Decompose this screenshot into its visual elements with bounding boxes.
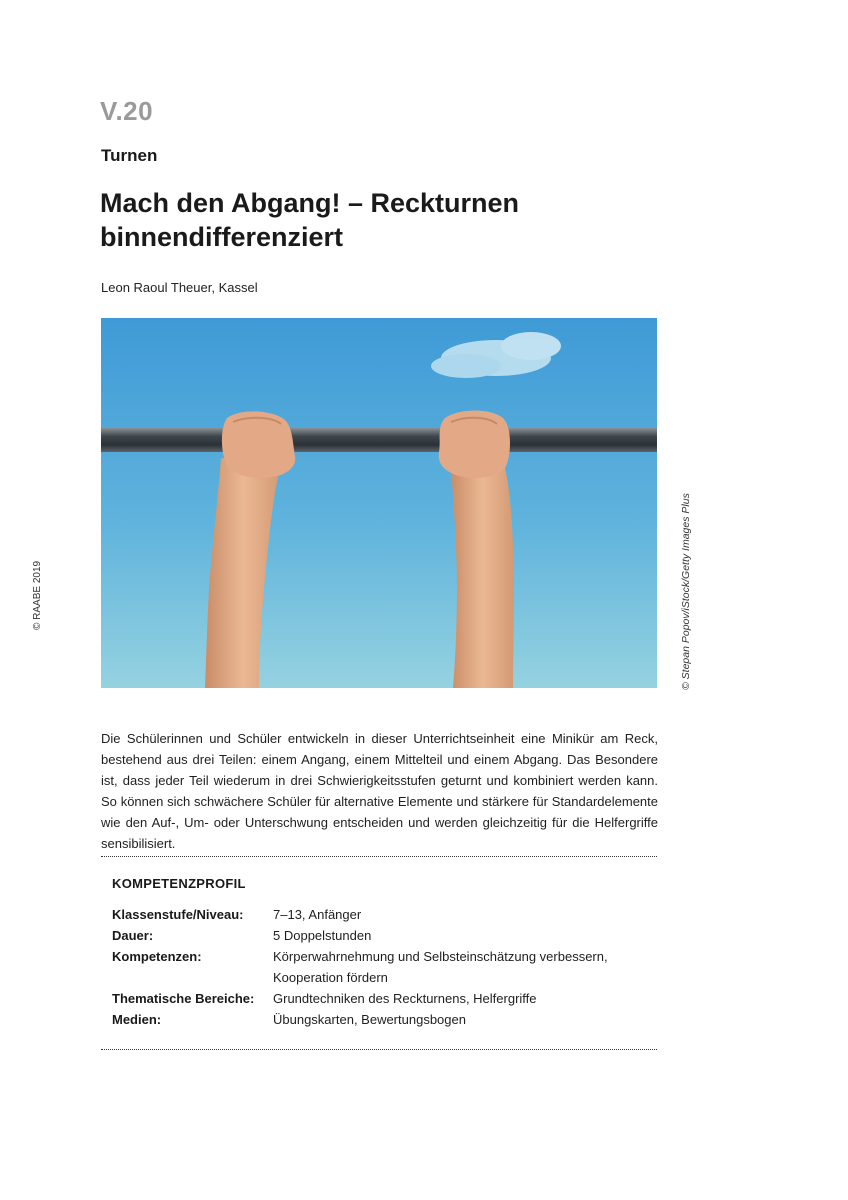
competence-profile <box>112 904 652 1030</box>
author-line: Leon Raoul Theuer, Kassel <box>101 280 258 295</box>
hero-photo <box>101 318 657 688</box>
profile-value <box>273 946 608 988</box>
page-title <box>100 186 660 254</box>
profile-value: Grundtechniken des Reckturnens, Helfergriffe <box>273 991 537 1006</box>
divider-bottom <box>101 1049 657 1050</box>
profile-value-line-2: Kooperation fördern <box>273 970 388 985</box>
profile-key: Klassenstufe/Niveau: <box>112 907 244 922</box>
hanging-arms-image <box>101 318 657 688</box>
title-line-2: binnendifferenziert <box>100 222 344 252</box>
profile-value: Übungskarten, Bewertungsbogen <box>273 1012 466 1027</box>
profile-key: Thematische Bereiche: <box>112 991 255 1006</box>
profile-value-line-1: Körperwahrnehmung und Selbsteinschätzung verbessern, <box>273 949 608 964</box>
copyright-note: © RAABE 2019 <box>32 560 43 630</box>
profile-row-competences <box>112 946 652 988</box>
category-label: Turnen <box>101 146 158 165</box>
profile-key: Medien: <box>112 1012 162 1027</box>
profile-heading: KOMPETENZPROFIL <box>112 876 246 891</box>
intro-paragraph: Die Schülerinnen und Schüler entwickeln in dieser Unterrichtseinheit eine Minikür am Reck, bestehend aus drei Teilen: einem Angang, einem Mittelteil und einem Abgang. Das Besondere ist, dass jeder Teil wiederum in drei Schwierigkeitsstufen geturnt und kombiniert werden kann. So können sich schwächere Schüler für alternative Elemente und stärkere für Standardelemente wie den Auf-, Um- oder Unterschwung entscheiden und werden gleichzeitig für die Helfergriffe sensibilisiert. <box>101 731 658 851</box>
profile-key: Dauer: <box>112 928 154 943</box>
profile-value: 5 Doppelstunden <box>273 928 372 943</box>
profile-value: 7–13, Anfänger <box>273 907 362 922</box>
profile-row-duration <box>112 925 652 946</box>
title-line-1: Mach den Abgang! – Reckturnen <box>100 188 520 218</box>
profile-key: Kompetenzen: <box>112 949 202 964</box>
divider-top <box>101 856 657 857</box>
photo-credit: © Stepan Popov/iStock/Getty Images Plus <box>680 493 692 690</box>
profile-row-level <box>112 904 652 925</box>
profile-row-media <box>112 1009 652 1030</box>
section-code: V.20 <box>100 96 154 126</box>
profile-row-topics <box>112 988 652 1009</box>
